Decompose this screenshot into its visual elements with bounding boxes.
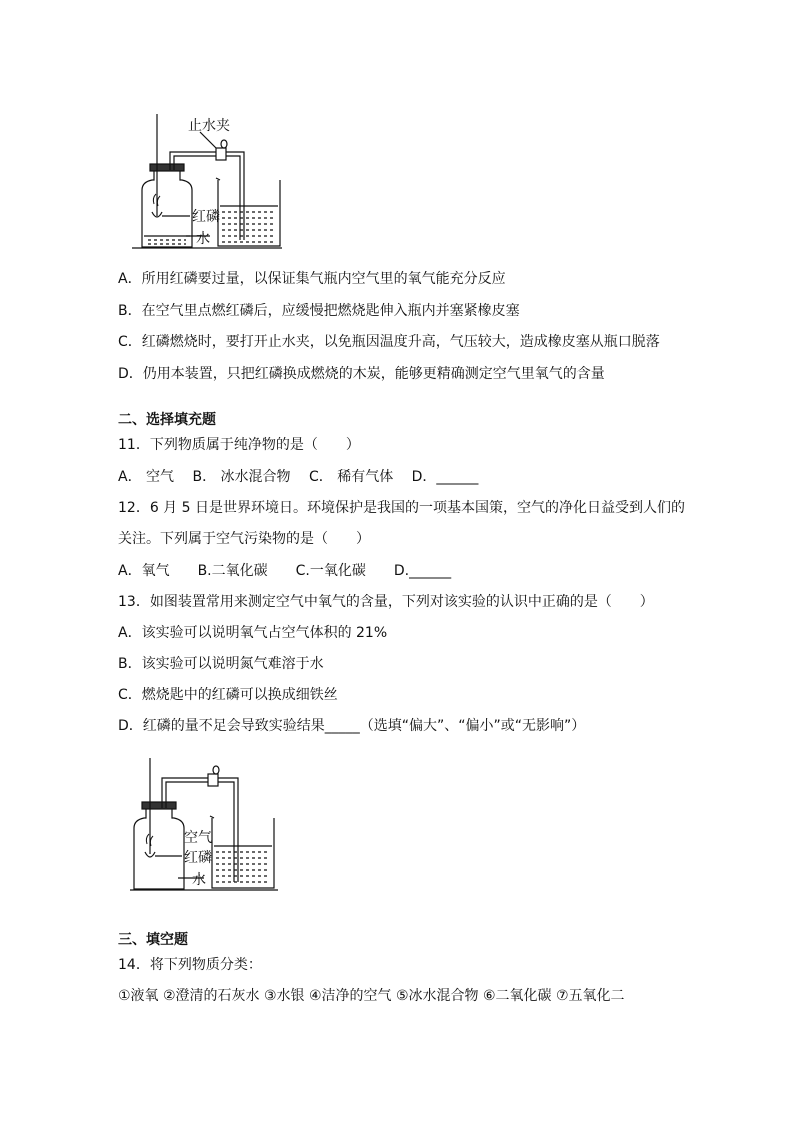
air-label: 空气 (184, 830, 212, 846)
apparatus-figure-1 (130, 112, 290, 252)
phosphorus-label: 红磷 (192, 209, 220, 225)
q10-option-d: D．仍用本装置，只把红磷换成燃烧的木炭，能够更精确测定空气里氧气的含量 (118, 366, 605, 382)
q13-option-a: A．该实验可以说明氧气占空气体积的 21% (118, 625, 388, 641)
section-3-title: 三、填空题 (118, 932, 188, 948)
q14-items: ①液氧 ②澄清的石灰水 ③水银 ④洁净的空气 ⑤冰水混合物 ⑥二氧化碳 ⑦五氧化二 (118, 988, 625, 1004)
phosphorus-label-2: 红磷 (184, 850, 212, 866)
q13-option-c: C．燃烧匙中的红磷可以换成细铁丝 (118, 687, 338, 703)
q13-option-b: B．该实验可以说明氮气难溶于水 (118, 656, 324, 672)
q12-options: A．氧气 B.二氧化碳 C.一氧化碳 D.______ (118, 563, 452, 579)
water-label-2: 水 (192, 872, 206, 888)
q10-option-a: A．所用红磷要过量，以保证集气瓶内空气里的氧气能充分反应 (118, 271, 506, 287)
clamp-label: 止水夹 (188, 118, 230, 134)
q11-stem: 11．下列物质属于纯净物的是（ ） (118, 437, 360, 453)
section-2-title: 二、选择填充题 (118, 412, 216, 428)
q10-option-b: B．在空气里点燃红磷后，应缓慢把燃烧匙伸入瓶内并塞紧橡皮塞 (118, 303, 520, 319)
q13-option-d: D．红磷的量不足会导致实验结果_____（选填“偏大”、“偏小”或“无影响”） (118, 718, 586, 734)
q10-option-c: C．红磷燃烧时，要打开止水夹，以免瓶因温度升高，气压较大，造成橡皮塞从瓶口脱落 (118, 334, 660, 350)
q11-options: A． 空气 B． 冰水混合物 C． 稀有气体 D．______ (118, 469, 479, 485)
q13-stem: 13．如图装置常用来测定空气中氧气的含量，下列对该实验的认识中正确的是（ ） (118, 594, 654, 610)
q14-stem: 14．将下列物质分类： (118, 957, 262, 973)
q12-stem-line2: 关注。下列属于空气污染物的是（ ） (118, 531, 370, 547)
water-label: 水 (196, 231, 210, 247)
q12-stem-line1: 12．6 月 5 日是世界环境日。环境保护是我国的一项基本国策，空气的净化日益受到人们的 (118, 500, 685, 516)
apparatus-figure-2 (128, 756, 288, 896)
